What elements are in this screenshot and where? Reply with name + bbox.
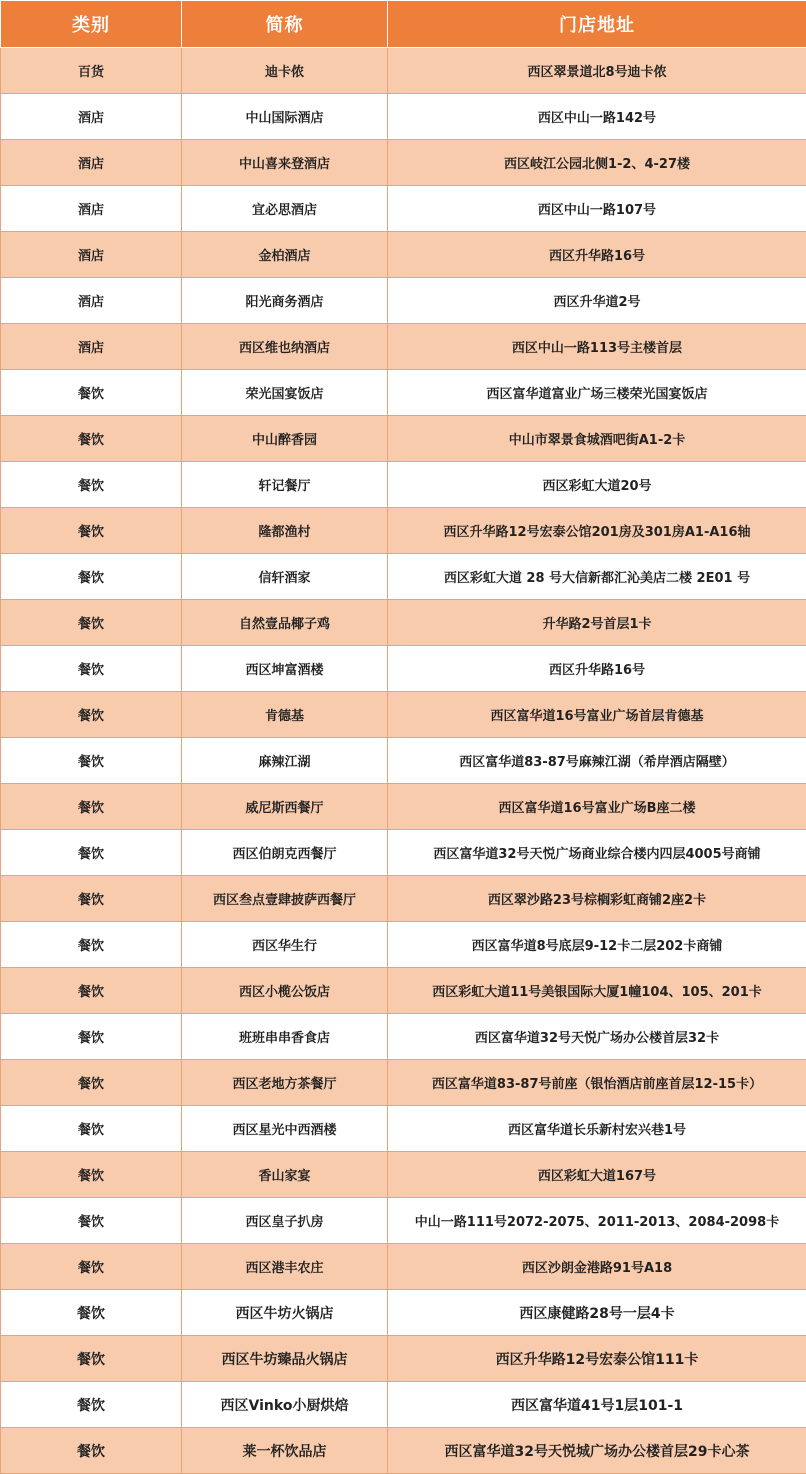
short-name-cell: 迪卡侬 bbox=[182, 48, 388, 94]
category-cell: 餐饮 bbox=[1, 1290, 182, 1336]
table-row bbox=[1, 1014, 806, 1060]
address-cell: 西区富华道83-87号前座（银怡酒店前座首层12-15卡） bbox=[388, 1060, 806, 1106]
address-cell: 西区富华道32号天悦广场办公楼首层32卡 bbox=[388, 1014, 806, 1060]
category-cell: 餐饮 bbox=[1, 738, 182, 784]
header-short-name: 简称 bbox=[182, 1, 388, 48]
category-cell: 餐饮 bbox=[1, 692, 182, 738]
table-row bbox=[1, 508, 806, 554]
address-cell: 西区翠沙路23号棕榈彩虹商铺2座2卡 bbox=[388, 876, 806, 922]
short-name-cell: 宜必思酒店 bbox=[182, 186, 388, 232]
address-cell: 西区富华道富业广场三楼荣光国宴饭店 bbox=[388, 370, 806, 416]
short-name-cell: 中山醉香园 bbox=[182, 416, 388, 462]
table-row bbox=[1, 1060, 806, 1106]
table-body bbox=[1, 48, 806, 1474]
address-cell: 西区彩虹大道 28 号大信新都汇沁美店二楼 2E01 号 bbox=[388, 554, 806, 600]
category-cell: 餐饮 bbox=[1, 1198, 182, 1244]
header-row bbox=[1, 1, 806, 48]
address-cell: 西区中山一路113号主楼首层 bbox=[388, 324, 806, 370]
address-cell: 西区升华路12号宏泰公馆111卡 bbox=[388, 1336, 806, 1382]
table-row bbox=[1, 232, 806, 278]
short-name-cell: 西区牛坊臻品火锅店 bbox=[182, 1336, 388, 1382]
category-cell: 酒店 bbox=[1, 278, 182, 324]
short-name-cell: 西区老地方茶餐厅 bbox=[182, 1060, 388, 1106]
category-cell: 餐饮 bbox=[1, 1060, 182, 1106]
short-name-cell: 金柏酒店 bbox=[182, 232, 388, 278]
table-row bbox=[1, 370, 806, 416]
table-row bbox=[1, 876, 806, 922]
table-row bbox=[1, 646, 806, 692]
table-row bbox=[1, 922, 806, 968]
address-cell: 西区富华道41号1层101-1 bbox=[388, 1382, 806, 1428]
short-name-cell: 西区港丰农庄 bbox=[182, 1244, 388, 1290]
category-cell: 餐饮 bbox=[1, 876, 182, 922]
short-name-cell: 西区牛坊火锅店 bbox=[182, 1290, 388, 1336]
short-name-cell: 肯德基 bbox=[182, 692, 388, 738]
category-cell: 餐饮 bbox=[1, 1014, 182, 1060]
address-cell: 西区沙朗金港路91号A18 bbox=[388, 1244, 806, 1290]
category-cell: 餐饮 bbox=[1, 508, 182, 554]
table-row bbox=[1, 324, 806, 370]
category-cell: 餐饮 bbox=[1, 1428, 182, 1474]
table-row bbox=[1, 186, 806, 232]
table-row bbox=[1, 784, 806, 830]
table-row bbox=[1, 1244, 806, 1290]
short-name-cell: 自然壹品椰子鸡 bbox=[182, 600, 388, 646]
address-cell: 西区岐江公园北侧1-2、4-27楼 bbox=[388, 140, 806, 186]
table-row bbox=[1, 140, 806, 186]
short-name-cell: 西区Vinko小厨烘焙 bbox=[182, 1382, 388, 1428]
category-cell: 餐饮 bbox=[1, 1106, 182, 1152]
short-name-cell: 西区华生行 bbox=[182, 922, 388, 968]
table-row bbox=[1, 692, 806, 738]
category-cell: 餐饮 bbox=[1, 1336, 182, 1382]
address-cell: 西区中山一路107号 bbox=[388, 186, 806, 232]
table-row bbox=[1, 600, 806, 646]
short-name-cell: 西区维也纳酒店 bbox=[182, 324, 388, 370]
category-cell: 餐饮 bbox=[1, 784, 182, 830]
category-cell: 酒店 bbox=[1, 324, 182, 370]
short-name-cell: 轩记餐厅 bbox=[182, 462, 388, 508]
address-cell: 中山一路111号2072-2075、2011-2013、2084-2098卡 bbox=[388, 1198, 806, 1244]
table-row bbox=[1, 1428, 806, 1474]
address-cell: 中山市翠景食城酒吧街A1-2卡 bbox=[388, 416, 806, 462]
category-cell: 餐饮 bbox=[1, 462, 182, 508]
short-name-cell: 阳光商务酒店 bbox=[182, 278, 388, 324]
short-name-cell: 荣光国宴饭店 bbox=[182, 370, 388, 416]
short-name-cell: 西区叁点壹肆披萨西餐厅 bbox=[182, 876, 388, 922]
category-cell: 餐饮 bbox=[1, 1382, 182, 1428]
category-cell: 餐饮 bbox=[1, 416, 182, 462]
address-cell: 升华路2号首层1卡 bbox=[388, 600, 806, 646]
address-cell: 西区升华路16号 bbox=[388, 646, 806, 692]
address-cell: 西区升华路12号宏泰公馆201房及301房A1-A16轴 bbox=[388, 508, 806, 554]
address-cell: 西区富华道8号底层9-12卡二层202卡商铺 bbox=[388, 922, 806, 968]
address-cell: 西区富华道16号富业广场B座二楼 bbox=[388, 784, 806, 830]
category-cell: 餐饮 bbox=[1, 1244, 182, 1290]
short-name-cell: 西区小榄公饭店 bbox=[182, 968, 388, 1014]
category-cell: 餐饮 bbox=[1, 968, 182, 1014]
short-name-cell: 中山国际酒店 bbox=[182, 94, 388, 140]
short-name-cell: 西区坤富酒楼 bbox=[182, 646, 388, 692]
category-cell: 餐饮 bbox=[1, 1152, 182, 1198]
short-name-cell: 威尼斯西餐厅 bbox=[182, 784, 388, 830]
header-category: 类别 bbox=[1, 1, 182, 48]
short-name-cell: 班班串串香食店 bbox=[182, 1014, 388, 1060]
address-cell: 西区富华道83-87号麻辣江湖（希岸酒店隔壁） bbox=[388, 738, 806, 784]
short-name-cell: 香山家宴 bbox=[182, 1152, 388, 1198]
table-row bbox=[1, 968, 806, 1014]
short-name-cell: 麻辣江湖 bbox=[182, 738, 388, 784]
address-cell: 西区中山一路142号 bbox=[388, 94, 806, 140]
table-row bbox=[1, 738, 806, 784]
table-row bbox=[1, 1152, 806, 1198]
table-row bbox=[1, 48, 806, 94]
category-cell: 餐饮 bbox=[1, 600, 182, 646]
category-cell: 酒店 bbox=[1, 232, 182, 278]
address-cell: 西区彩虹大道20号 bbox=[388, 462, 806, 508]
category-cell: 酒店 bbox=[1, 140, 182, 186]
address-cell: 西区彩虹大道167号 bbox=[388, 1152, 806, 1198]
table-row bbox=[1, 278, 806, 324]
category-cell: 餐饮 bbox=[1, 370, 182, 416]
short-name-cell: 西区星光中西酒楼 bbox=[182, 1106, 388, 1152]
category-cell: 酒店 bbox=[1, 186, 182, 232]
address-cell: 西区升华路16号 bbox=[388, 232, 806, 278]
address-cell: 西区翠景道北8号迪卡侬 bbox=[388, 48, 806, 94]
address-cell: 西区富华道长乐新村宏兴巷1号 bbox=[388, 1106, 806, 1152]
address-cell: 西区富华道16号富业广场首层肯德基 bbox=[388, 692, 806, 738]
short-name-cell: 隆都渔村 bbox=[182, 508, 388, 554]
short-name-cell: 西区皇子扒房 bbox=[182, 1198, 388, 1244]
table-row bbox=[1, 1336, 806, 1382]
short-name-cell: 中山喜来登酒店 bbox=[182, 140, 388, 186]
address-cell: 西区富华道32号天悦广场商业综合楼内四层4005号商铺 bbox=[388, 830, 806, 876]
category-cell: 酒店 bbox=[1, 94, 182, 140]
table-row bbox=[1, 462, 806, 508]
short-name-cell: 西区伯朗克西餐厅 bbox=[182, 830, 388, 876]
category-cell: 餐饮 bbox=[1, 830, 182, 876]
address-cell: 西区升华道2号 bbox=[388, 278, 806, 324]
table-row bbox=[1, 1382, 806, 1428]
address-cell: 西区富华道32号天悦城广场办公楼首层29卡心茶 bbox=[388, 1428, 806, 1474]
category-cell: 餐饮 bbox=[1, 922, 182, 968]
address-cell: 西区彩虹大道11号美银国际大厦1幢104、105、201卡 bbox=[388, 968, 806, 1014]
table-row bbox=[1, 554, 806, 600]
category-cell: 餐饮 bbox=[1, 554, 182, 600]
table-row bbox=[1, 94, 806, 140]
table-row bbox=[1, 1106, 806, 1152]
category-cell: 百货 bbox=[1, 48, 182, 94]
short-name-cell: 莱一杯饮品店 bbox=[182, 1428, 388, 1474]
table-row bbox=[1, 416, 806, 462]
header-store-address: 门店地址 bbox=[388, 1, 806, 48]
table-row bbox=[1, 1290, 806, 1336]
table-row bbox=[1, 830, 806, 876]
category-cell: 餐饮 bbox=[1, 646, 182, 692]
short-name-cell: 信轩酒家 bbox=[182, 554, 388, 600]
table-row bbox=[1, 1198, 806, 1244]
address-cell: 西区康健路28号一层4卡 bbox=[388, 1290, 806, 1336]
